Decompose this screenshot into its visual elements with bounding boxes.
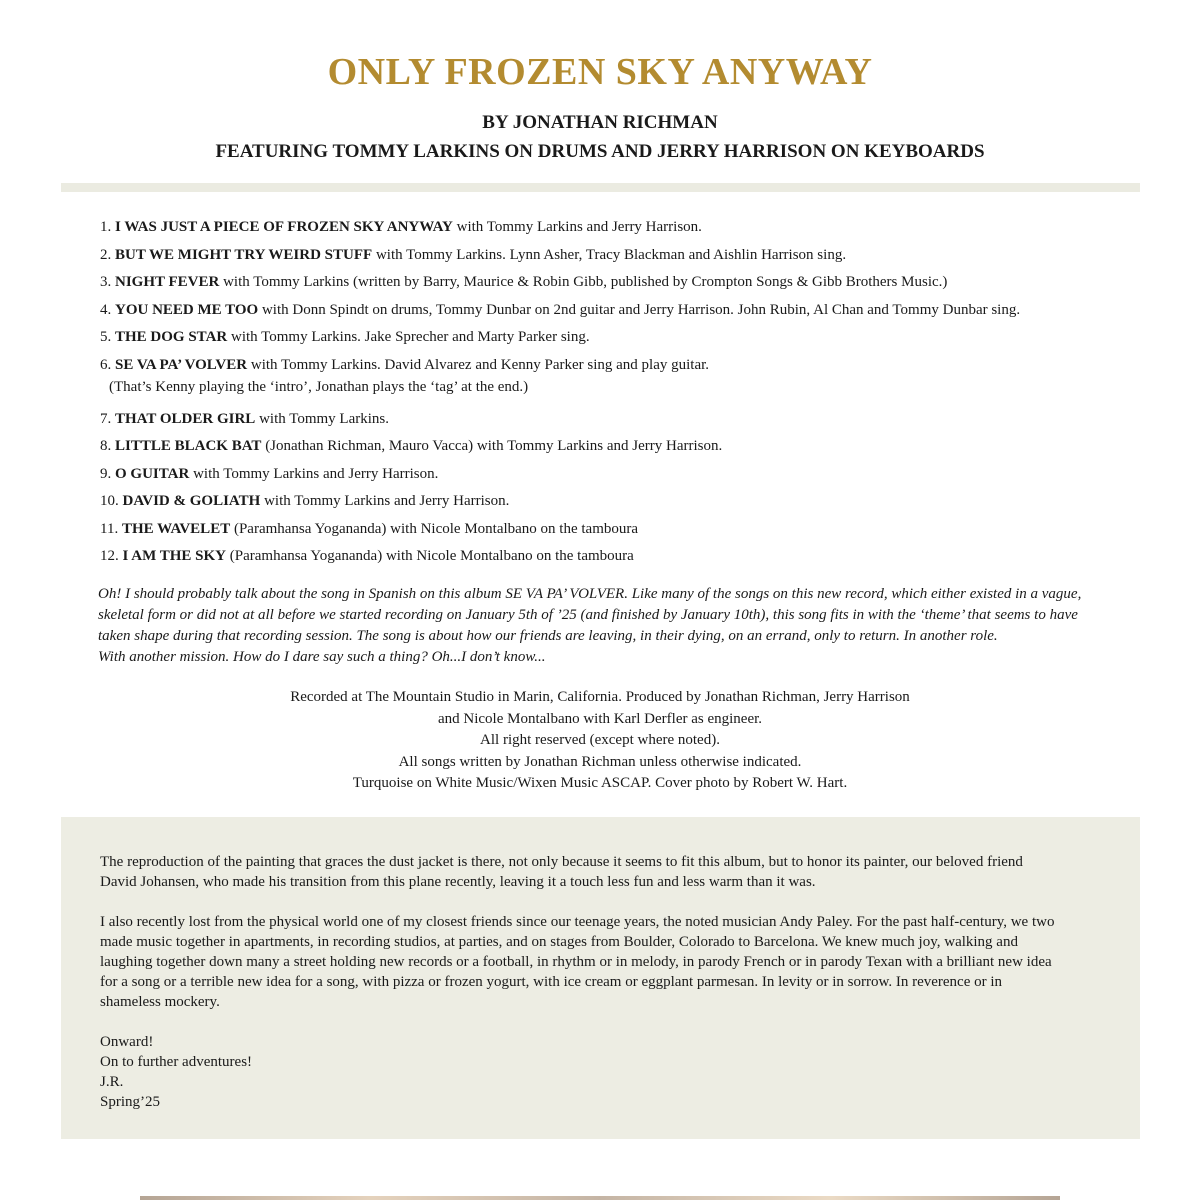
- note-line: taken shape during that recording session. The song is about how our friends are leaving, in their dying, on an errand, only to return. In another role.: [98, 628, 998, 644]
- track-number: 8.: [100, 438, 112, 454]
- track-title: YOU NEED ME TOO: [115, 301, 259, 318]
- track-credits: with Donn Spindt on drums, Tommy Dunbar on 2nd guitar and Jerry Harrison. John Rubin, Al Chan and Tommy Dunbar sing.: [258, 301, 1021, 318]
- credits-line: All right reserved (except where noted).: [480, 732, 720, 748]
- cover-edge-strip: [140, 1196, 1060, 1200]
- byline-featuring: FEATURING TOMMY LARKINS ON DRUMS AND JERRY HARRISON ON KEYBOARDS: [215, 141, 985, 162]
- paragraph-line: David Johansen, who made his transition from this plane recently, leaving it a touch less fun and less warm than it was.: [100, 874, 816, 890]
- track-title: THE WAVELET: [121, 520, 231, 537]
- track-item: [100, 297, 1140, 325]
- credits-line: Turquoise on White Music/Wixen Music ASCAP. Cover photo by Robert W. Hart.: [352, 775, 848, 791]
- dedication-text: [100, 852, 1110, 1132]
- dedication-paragraph: [100, 912, 1110, 1012]
- paragraph-line: laughing together down many a street holding new records or a football, in rhythm or in melody, in parody French or in parody Texan with a brilliant new idea: [100, 954, 1052, 970]
- signoff-line: Onward!: [100, 1034, 154, 1050]
- track-title: NIGHT FEVER: [115, 274, 220, 290]
- track-title: THAT OLDER GIRL: [115, 410, 256, 427]
- track-number: 2.: [100, 246, 112, 263]
- track-number: 10.: [100, 493, 119, 509]
- album-title: ONLY FROZEN SKY ANYWAY: [327, 51, 873, 93]
- track-title: LITTLE BLACK BAT: [115, 438, 262, 454]
- track-title: I WAS JUST A PIECE OF FROZEN SKY ANYWAY: [115, 219, 453, 235]
- track-title: DAVID & GOLIATH: [122, 493, 261, 509]
- track-item: [100, 406, 1140, 434]
- track-number: 6.: [100, 356, 112, 373]
- paragraph-line: shameless mockery.: [100, 994, 220, 1010]
- track-credits: with Tommy Larkins.: [255, 410, 389, 427]
- dedication-paragraph: [100, 852, 1110, 892]
- track-list: [100, 214, 1140, 571]
- track-item: [100, 461, 1140, 489]
- byline: [0, 108, 1200, 166]
- signoff-date: Spring’25: [100, 1094, 160, 1110]
- credits-line: All songs written by Jonathan Richman unless otherwise indicated.: [398, 753, 802, 770]
- track-item: [100, 433, 1140, 461]
- track-credits: with Tommy Larkins and Jerry Harrison.: [189, 465, 439, 482]
- track-number: 4.: [100, 301, 112, 318]
- track-number: 9.: [100, 465, 112, 482]
- track-credits: with Tommy Larkins (written by Barry, Maurice & Robin Gibb, published by Crompton Songs & Gibb Brothers Music.): [219, 274, 948, 290]
- note-line: With another mission. How do I dare say such a thing? Oh...I don’t know...: [98, 649, 546, 665]
- track-title: SE VA PA’ VOLVER: [115, 356, 248, 373]
- paragraph-line: The reproduction of the painting that graces the dust jacket is there, not only because it seems to fit this album, but to honor its painter, our beloved friend: [100, 854, 1023, 870]
- header-divider: [61, 183, 1140, 192]
- track-item: [100, 352, 1140, 406]
- track-credits: with Tommy Larkins and Jerry Harrison.: [260, 493, 510, 509]
- track-credits: (Paramhansa Yogananda) with Nicole Montalbano on the tamboura: [226, 548, 634, 564]
- track-credits: with Tommy Larkins. Jake Sprecher and Marty Parker sing.: [227, 329, 590, 345]
- track-item: [100, 516, 1140, 544]
- track-number: 11.: [100, 520, 119, 537]
- signoff-line: On to further adventures!: [100, 1054, 253, 1070]
- track-title: THE DOG STAR: [115, 329, 228, 345]
- paragraph-line: for a song or a terrible new idea for a song, with pizza or frozen yogurt, with ice cream or eggplant parmesan. In levity or in sorrow. In reverence or in: [100, 974, 1003, 990]
- track-item: [100, 324, 1140, 352]
- track-title: I AM THE SKY: [122, 548, 226, 564]
- paragraph-line: made music together in apartments, in recording studios, at parties, and on stages from Boulder, Colorado to Barcelona. We knew much joy, walking and: [100, 934, 1018, 950]
- recording-credits: [0, 687, 1200, 795]
- track-credits: (Jonathan Richman, Mauro Vacca) with Tommy Larkins and Jerry Harrison.: [261, 438, 723, 454]
- dedication-panel: [61, 817, 1140, 1139]
- track-number: 5.: [100, 329, 112, 345]
- signoff-signature: J.R.: [100, 1074, 124, 1090]
- track-item: [100, 269, 1140, 297]
- byline-artist: BY JONATHAN RICHMAN: [482, 112, 718, 133]
- paragraph-line: I also recently lost from the physical world one of my closest friends since our teenage years, the noted musician Andy Paley. For the past half-century, we two: [100, 914, 1055, 930]
- track-number: 12.: [100, 548, 119, 564]
- track-credits: (Paramhansa Yogananda) with Nicole Montalbano on the tamboura: [230, 520, 639, 537]
- track-title: O GUITAR: [115, 465, 190, 482]
- track-item: [100, 488, 1140, 516]
- track-number: 1.: [100, 219, 112, 235]
- album-note: [98, 584, 1108, 668]
- track-credits: with Tommy Larkins. David Alvarez and Kenny Parker sing and play guitar.: [247, 356, 710, 373]
- track-item: [100, 242, 1140, 270]
- note-line: Oh! I should probably talk about the song in Spanish on this album SE VA PA’ VOLVER. Like many of the songs on this new record, which either existed in a vague,: [98, 586, 1082, 602]
- track-number: 7.: [100, 410, 112, 427]
- track-credits: with Tommy Larkins. Lynn Asher, Tracy Blackman and Aishlin Harrison sing.: [372, 246, 847, 263]
- note-line: skeletal form or did not at all before we started recording on January 5th of ’25 (and finished by January 10th), this song fits in with the ‘theme’ that seems to have: [98, 607, 1078, 623]
- track-note: (That’s Kenny playing the ‘intro’, Jonathan plays the ‘tag’ at the end.): [109, 379, 529, 395]
- credits-line: and Nicole Montalbano with Karl Derfler as engineer.: [437, 710, 763, 727]
- credits-line: Recorded at The Mountain Studio in Marin, California. Produced by Jonathan Richman, Jerry Harrison: [290, 689, 910, 705]
- signoff: [100, 1032, 1110, 1112]
- track-credits: with Tommy Larkins and Jerry Harrison.: [452, 219, 702, 235]
- track-item: [100, 543, 1140, 571]
- track-number: 3.: [100, 274, 112, 290]
- track-title: BUT WE MIGHT TRY WEIRD STUFF: [115, 246, 373, 263]
- track-item: [100, 214, 1140, 242]
